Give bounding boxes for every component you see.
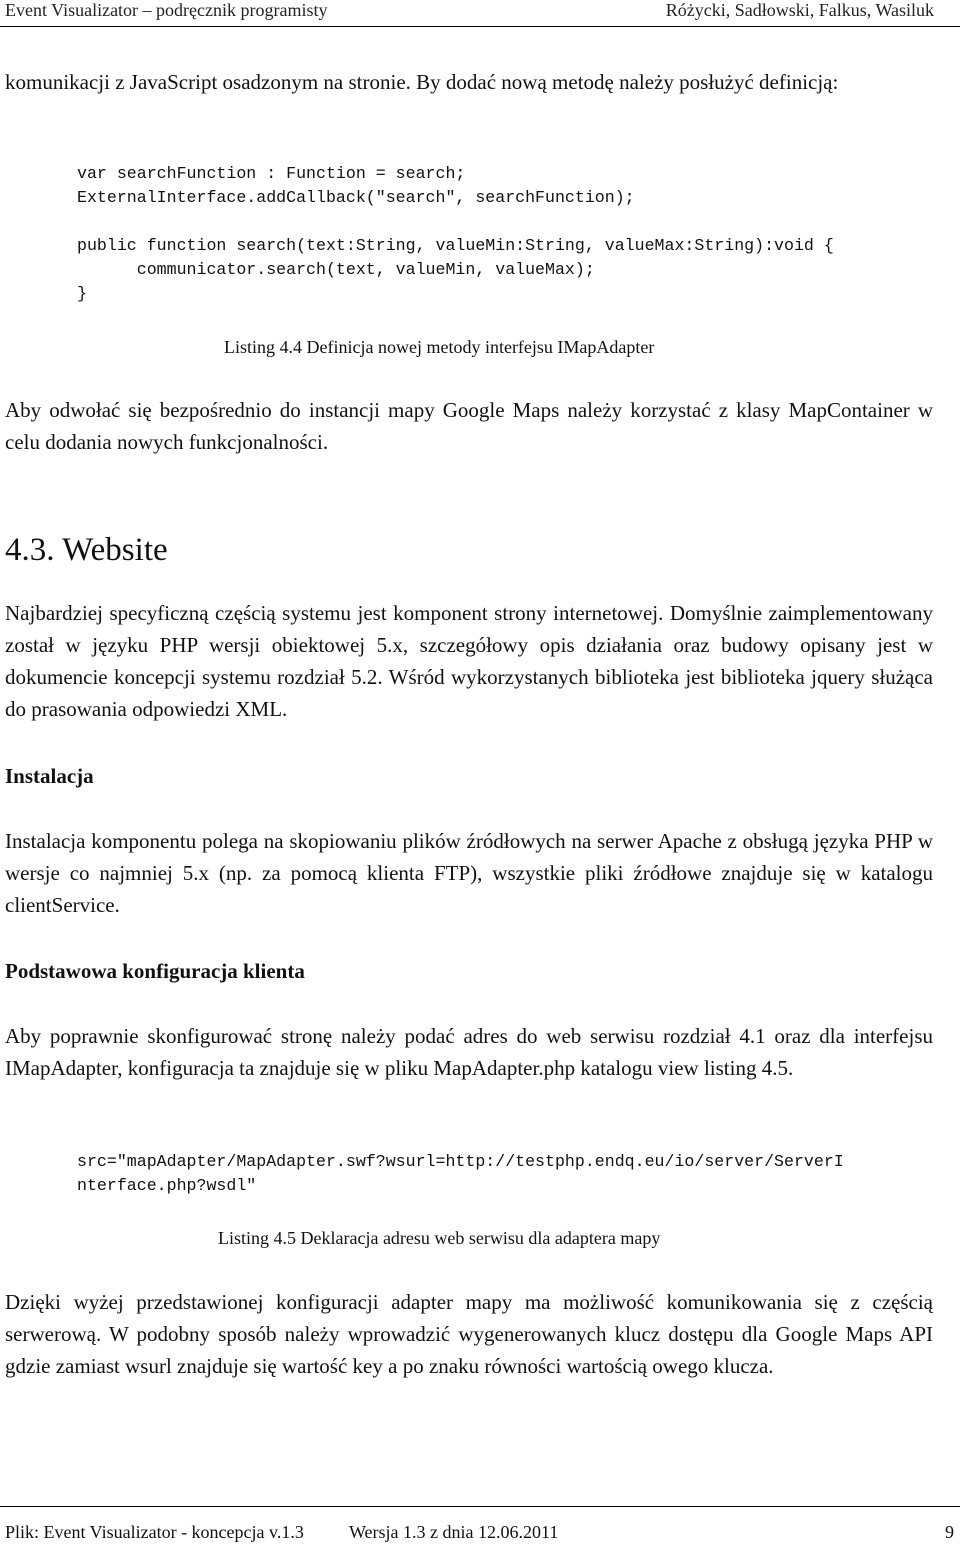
website-paragraph: Najbardziej specyficzną częścią systemu jest komponent strony internetowej. Domyślnie zaimplementowany został w języku PHP wersji obiektowej 5.x, szczegółowy opis działania oraz budowy opisany jest w dokumencie koncepcji systemu rozdział 5.2. Wśród wykorzystanych biblioteka jest biblioteka jquery służąca do prasowania odpowiedzi XML. [5,601,933,721]
header-authors: Różycki, Sadłowski, Falkus, Wasiluk [665,0,934,20]
footer-file: Plik: Event Visualizator - koncepcja v.1.3 [5,1522,304,1542]
footer-version: Wersja 1.3 z dnia 12.06.2011 [349,1522,559,1542]
subheading-instalacja: Instalacja [5,764,94,788]
listing-caption-4-4: Listing 4.4 Definicja nowej metody interfejsu IMapAdapter [224,337,655,357]
footer-page-number: 9 [945,1522,954,1542]
header-title: Event Visualizator – podręcznik programisty [5,0,328,20]
listing-caption-4-5: Listing 4.5 Deklaracja adresu web serwisu dla adaptera mapy [218,1228,661,1248]
mapcontainer-paragraph: Aby odwołać się bezpośrednio do instancji mapy Google Maps należy korzystać z klasy MapContainer w celu dodania nowych funkcjonalności. [5,398,933,454]
subheading-konfiguracja: Podstawowa konfiguracja klienta [5,959,305,983]
instalacja-paragraph: Instalacja komponentu polega na skopiowaniu plików źródłowych na serwer Apache z obsługą języka PHP w wersje co najmniej 5.x (np. za pomocą klienta FTP), wszystkie pliki źródłowe znajduje się w katalogu clientService. [5,829,933,917]
code-listing-4-5: src="mapAdapter/MapAdapter.swf?wsurl=http://testphp.endq.eu/io/server/ServerI nterface.php?wsdl" [77,1152,844,1195]
code-listing-4-4: var searchFunction : Function = search; ExternalInterface.addCallback("search", searchFunction); public function search(text:String, valueMin:String, valueMax:String):void { communicator.search(text, valueMin, valueMax); } [77,164,834,303]
konfiguracja-paragraph: Aby poprawnie skonfigurować stronę należy podać adres do web serwisu rozdział 4.1 oraz dla interfejsu IMapAdapter, konfiguracja ta znajduje się w pliku MapAdapter.php katalogu view listing 4.5. [5,1024,933,1080]
header-divider [0,26,960,27]
footer-divider [0,1506,960,1507]
intro-paragraph: komunikacji z JavaScript osadzonym na stronie. By dodać nową metodę należy posłużyć definicją: [5,70,839,94]
section-heading-website: 4.3. Website [5,532,168,568]
closing-paragraph: Dzięki wyżej przedstawionej konfiguracji adapter mapy ma możliwość komunikowania się z częścią serwerową. W podobny sposób należy wprowadzić wygenerowanych klucz dostępu dla Google Maps API gdzie zamiast wsurl znajduje się wartość key a po znaku równości wartością owego klucza. [5,1290,933,1378]
